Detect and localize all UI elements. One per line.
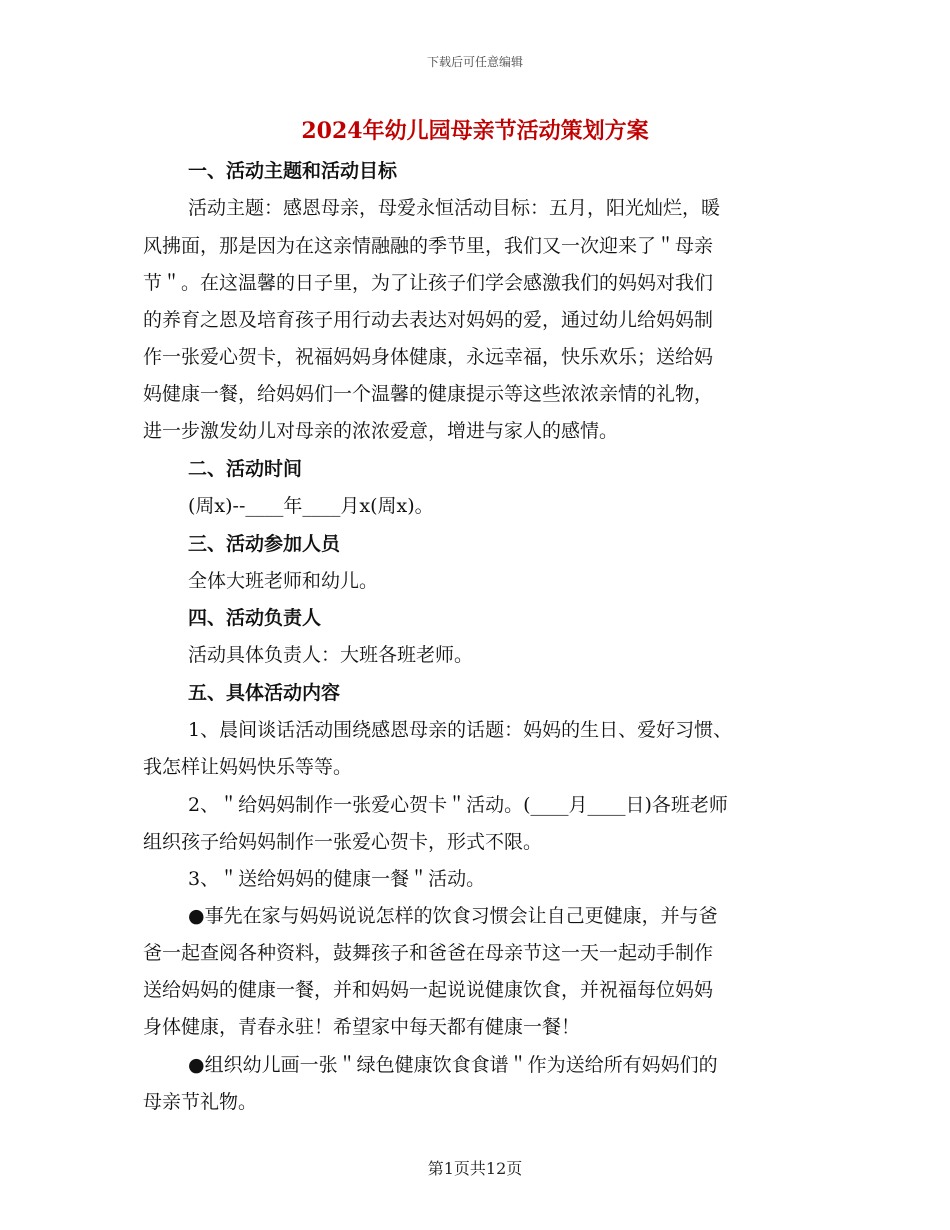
paragraph-line: 作一张爱心贺卡，祝福妈妈身体健康，永远幸福，快乐欢乐；送给妈 (143, 346, 714, 368)
paragraph-line: 我怎样让妈妈快乐等等。 (143, 756, 353, 778)
section-heading-time: 二、活动时间 (188, 458, 303, 480)
header-note: 下载后可任意编辑 (426, 55, 523, 69)
paragraph-line: 1、晨间谈话活动围绕感恩母亲的话题：妈妈的生日、爱好习惯、 (188, 719, 733, 741)
section-heading-participants: 三、活动参加人员 (188, 533, 341, 555)
paragraph-line: 风拂面，那是因为在这亲情融融的季节里，我们又一次迎来了＂母亲 (143, 235, 714, 257)
page-footer: 第1页共12页 (427, 1159, 523, 1178)
section-heading-goals: 一、活动主题和活动目标 (188, 160, 398, 182)
paragraph-line: 母亲节礼物。 (143, 1091, 258, 1113)
paragraph-line: 身体健康，青春永驻！希望家中每天都有健康一餐！ (143, 1016, 581, 1038)
paragraph-line: 爸一起查阅各种资料，鼓舞孩子和爸爸在母亲节这一天一起动手制作 (143, 942, 714, 964)
page-title: 2024年幼儿园母亲节活动策划方案 (301, 118, 649, 144)
paragraph-line: 2、＂给妈妈制作一张爱心贺卡＂活动。(____月____日)各班老师 (188, 794, 728, 816)
paragraph-line: 送给妈妈的健康一餐，并和妈妈一起说说健康饮食，并祝福每位妈妈 (143, 979, 714, 1001)
paragraph-line: 3、＂送给妈妈的健康一餐＂活动。 (188, 868, 486, 890)
paragraph-line: (周x)--____年____月x(周x)。 (188, 495, 434, 517)
paragraph-line: 全体大班老师和幼儿。 (188, 570, 379, 592)
section-heading-content: 五、具体活动内容 (188, 682, 341, 704)
section-heading-responsible: 四、活动负责人 (188, 607, 322, 629)
paragraph-line: 妈健康一餐，给妈妈们一个温馨的健康提示等这些浓浓亲情的礼物， (143, 383, 714, 405)
paragraph-line: ●组织幼儿画一张＂绿色健康饮食食谱＂作为送给所有妈妈们的 (188, 1054, 718, 1076)
paragraph-line: 活动具体负责人：大班各班老师。 (188, 644, 474, 666)
paragraph-line: 组织孩子给妈妈制作一张爱心贺卡，形式不限。 (143, 831, 543, 853)
paragraph-line: 进一步激发幼儿对母亲的浓浓爱意，增进与家人的感情。 (143, 420, 619, 442)
paragraph-line: 活动主题：感恩母亲，母爱永恒活动目标：五月，阳光灿烂，暖 (188, 197, 721, 219)
paragraph-line: 的养育之恩及培育孩子用行动去表达对妈妈的爱，通过幼儿给妈妈制 (143, 309, 714, 331)
paragraph-line: 节＂。在这温馨的日子里，为了让孩子们学会感激我们的妈妈对我们 (143, 272, 714, 294)
paragraph-line: ●事先在家与妈妈说说怎样的饮食习惯会让自己更健康，并与爸 (188, 905, 718, 927)
